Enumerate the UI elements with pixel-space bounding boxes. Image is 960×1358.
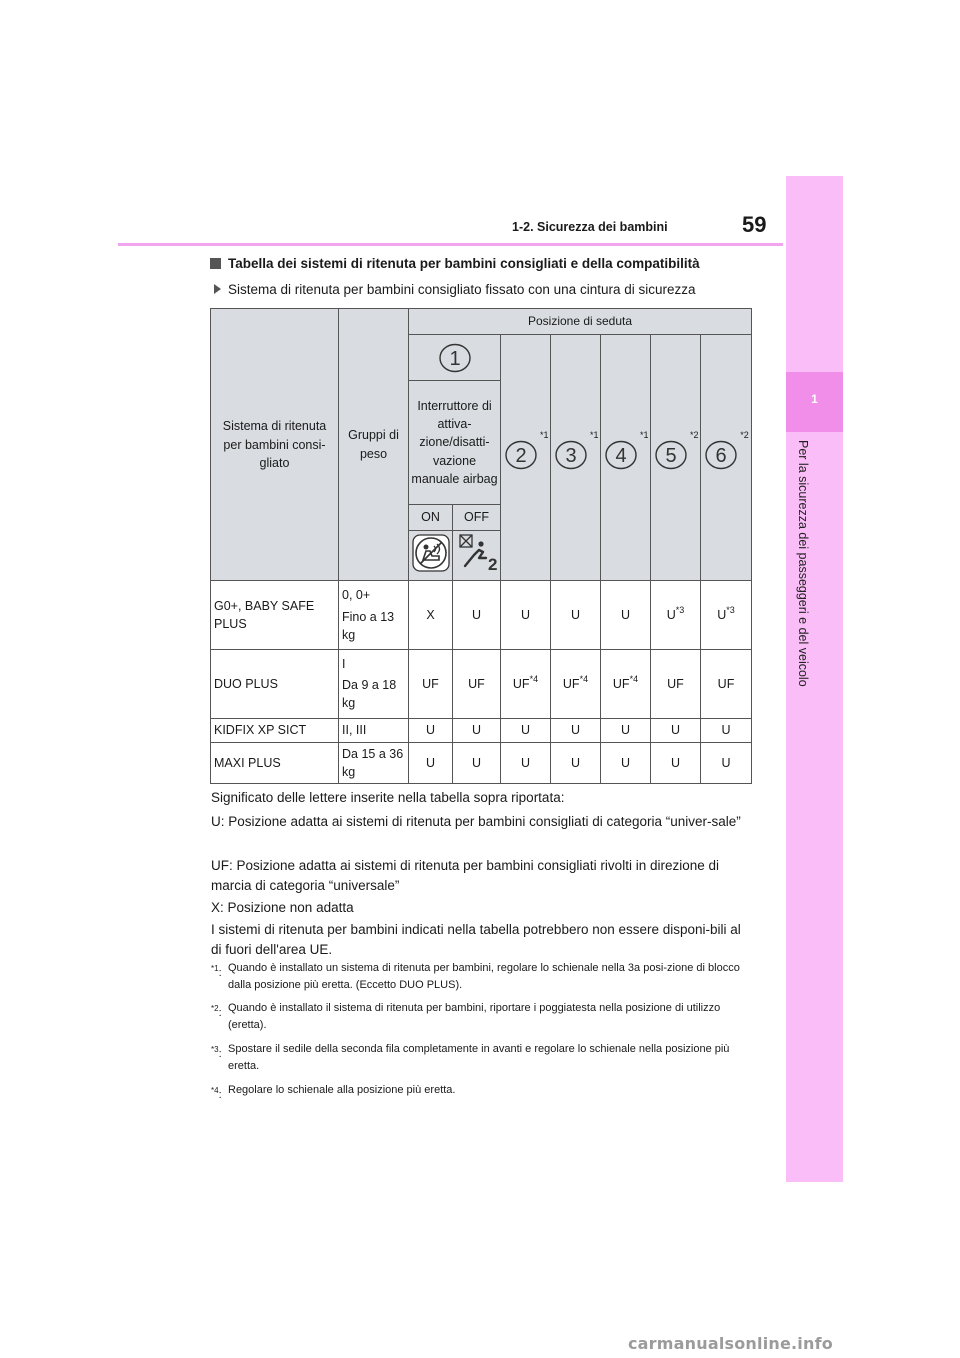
- table-cell: U: [601, 581, 651, 650]
- section-heading-text: Tabella dei sistemi di ritenuta per bambini consigliati e della compatibilità: [228, 256, 700, 271]
- table-row: [211, 718, 752, 742]
- table-cell: U: [453, 718, 501, 742]
- airbag-off-icon-cell: [453, 531, 501, 581]
- table-cell: U: [501, 581, 551, 650]
- footnote-text: Quando è installato il sistema di ritenuta per bambini, riportare i poggiatesta nella posizione di utilizzo (eretta).: [228, 1002, 721, 1031]
- table-row: [211, 742, 752, 783]
- row-weight-group: 0, 0+ Fino a 13 kg: [339, 581, 409, 650]
- seat-position-5-icon: [653, 439, 689, 471]
- table-cell: U: [701, 718, 752, 742]
- footnote-3: [211, 1041, 751, 1075]
- header-seat-5: 5 $^{*2}$: [651, 335, 701, 581]
- table-cell: UF$^{*4}$: [551, 650, 601, 718]
- footnote-text: Spostare il sedile della seconda fila completamente in avanti e regolare lo schienale nella posizione più eretta.: [228, 1043, 730, 1072]
- row-system: KIDFIX XP SICT: [211, 718, 339, 742]
- table-cell: U: [409, 718, 453, 742]
- table-cell: U: [651, 718, 701, 742]
- header-off: OFF: [453, 505, 501, 531]
- header-weight-group: Gruppi di peso: [339, 309, 409, 581]
- table-cell: U: [453, 581, 501, 650]
- table-cell: X: [409, 581, 453, 650]
- footnote-2: [211, 1000, 751, 1034]
- footnote-mark: $^{*3}$:: [211, 1045, 222, 1060]
- footnote-4: [211, 1082, 751, 1099]
- header-seating-position: Posizione di seduta: [409, 309, 752, 335]
- footnote-text: Quando è installato un sistema di ritenuta per bambini, regolare lo schienale nella 3a posi-zione di blocco dalla posizione più eretta. (Eccetto DUO PLUS).: [228, 962, 740, 991]
- seat-3-number: 3: [565, 445, 577, 467]
- compatibility-table: [210, 308, 752, 784]
- table-cell: UF$^{*4}$: [501, 650, 551, 718]
- table-cell: U: [551, 581, 601, 650]
- table-cell: U: [453, 742, 501, 783]
- row-system: MAXI PLUS: [211, 742, 339, 783]
- table-cell: UF: [409, 650, 453, 718]
- legend-u: U: Posizione adatta ai sistemi di ritenuta per bambini consigliati di categoria “univer-sale”: [211, 814, 741, 829]
- table-cell: U: [551, 742, 601, 783]
- seat-position-2-icon: [503, 439, 539, 471]
- row-system: G0+, BABY SAFE PLUS: [211, 581, 339, 650]
- header-rule: [118, 243, 783, 246]
- seat-5-number: 5: [665, 445, 677, 467]
- footnote-mark: $^{*4}$:: [211, 1086, 222, 1101]
- row-weight-group: II, III: [339, 718, 409, 742]
- legend-intro: Significato delle lettere inserite nella tabella sopra riportata:: [211, 790, 565, 805]
- table-cell: U: [409, 742, 453, 783]
- row-weight-group: I Da 9 a 18 kg: [339, 650, 409, 718]
- table-cell: U: [601, 718, 651, 742]
- footnote-1: [211, 960, 751, 994]
- airbag-on-icon-cell: [409, 531, 453, 581]
- seat-position-4-icon: [603, 439, 639, 471]
- table-cell: $U^{*3}$: [651, 581, 701, 650]
- header-airbag-switch: Interruttore di attiva-zione/disatti-vazione manuale airbag: [409, 381, 501, 505]
- seat-position-3-icon: [553, 439, 589, 471]
- table-cell: U: [601, 742, 651, 783]
- seat-4-number: 4: [615, 445, 627, 467]
- footnote-text: Regolare lo schienale alla posizione più eretta.: [228, 1084, 456, 1096]
- table-cell: UF: [701, 650, 752, 718]
- table-cell: $U^{*3}$: [701, 581, 752, 650]
- seat-2-number: 2: [515, 445, 527, 467]
- table-row: [211, 650, 752, 718]
- seat-6-number: 6: [715, 445, 727, 467]
- square-bullet-icon: [210, 258, 221, 269]
- footnote-mark: $^{*2}$:: [211, 1004, 222, 1019]
- section-heading: [210, 256, 700, 271]
- chapter-tab-label: Per la sicurezza dei passeggeri e del veicolo: [796, 440, 810, 687]
- chapter-tab-label-wrap: [796, 440, 816, 740]
- header-on: ON: [409, 505, 453, 531]
- sub-heading: [214, 282, 696, 297]
- header-system: Sistema di ritenuta per bambini consi-gliato: [211, 309, 339, 581]
- legend-uf: UF: Posizione adatta ai sistemi di ritenuta per bambini consigliati rivolti in direzione di marcia di categoria “universale”: [211, 858, 719, 893]
- header-seat-6: 6 $^{*2}$: [701, 335, 752, 581]
- chapter-tab-number: 1: [811, 392, 818, 406]
- seat-position-6-icon: [703, 439, 739, 471]
- availability-note: I sistemi di ritenuta per bambini indicati nella tabella potrebbero non essere disponi-bili al di fuori dell'area UE.: [211, 922, 741, 957]
- table-cell: U: [501, 742, 551, 783]
- footnote-mark: $^{*1}$:: [211, 964, 222, 979]
- table-cell: UF$^{*4}$: [601, 650, 651, 718]
- row-weight-group: Da 15 a 36 kg: [339, 742, 409, 783]
- header-seat-3: 3 $^{*1}$: [551, 335, 601, 581]
- table-cell: U: [701, 742, 752, 783]
- header-seat-4: 4 $^{*1}$: [601, 335, 651, 581]
- watermark: carmanualsonline.info: [628, 1334, 833, 1353]
- table-cell: U: [501, 718, 551, 742]
- airbag-off-icon: [412, 534, 450, 572]
- svg-text:2: 2: [487, 555, 497, 573]
- table-row: [211, 581, 752, 650]
- page-number: 59: [742, 212, 767, 237]
- table-cell: U: [551, 718, 601, 742]
- passenger-airbag-on-icon: [457, 533, 497, 573]
- table-cell: UF: [453, 650, 501, 718]
- header-seat-1: [409, 335, 501, 381]
- triangle-bullet-icon: [214, 284, 221, 294]
- seat-1-number: 1: [448, 347, 461, 370]
- row-system: DUO PLUS: [211, 650, 339, 718]
- section-header: 1-2. Sicurezza dei bambini: [512, 220, 668, 234]
- table-cell: UF: [651, 650, 701, 718]
- sub-heading-text: Sistema di ritenuta per bambini consigliato fissato con una cintura di sicurezza: [228, 282, 696, 297]
- seat-position-1-icon: [437, 342, 473, 374]
- table-cell: U: [651, 742, 701, 783]
- legend-x: X: Posizione non adatta: [211, 900, 354, 915]
- header-seat-2: 2 $^{*1}$: [501, 335, 551, 581]
